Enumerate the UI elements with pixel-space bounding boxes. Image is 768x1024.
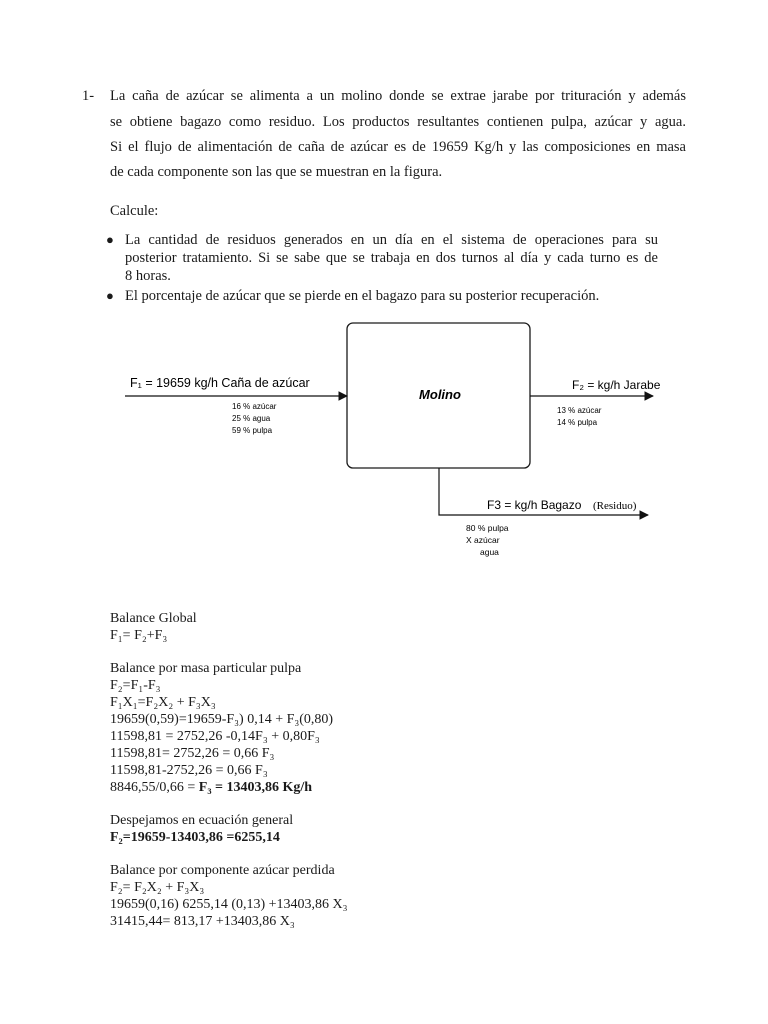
- problem-line-1: La caña de azúcar se alimenta a un molino donde se extrae jarabe por trituración y además: [110, 88, 686, 104]
- feed-composition-1: 16 % azúcar: [232, 402, 277, 411]
- syrup-composition-1: 13 % azúcar: [557, 406, 602, 415]
- pulp-balance-title: Balance por masa particular pulpa: [110, 661, 302, 676]
- bullet-1-line-1: La cantidad de residuos generados en un día en el sistema de operaciones para su: [125, 232, 658, 248]
- problem-line-2: se obtiene bagazo como residuo. Los productos resultantes contienen pulpa, azúcar y agua.: [110, 114, 686, 130]
- problem-number: 1-: [82, 88, 95, 104]
- general-equation-result: F₂=19659-13403,86 =6255,14: [110, 830, 280, 845]
- bagasse-composition-1: 80 % pulpa: [466, 523, 509, 533]
- sugar-line-3: 31415,44= 813,17 +13403,86 X₃: [110, 914, 295, 929]
- syrup-composition-2: 14 % pulpa: [557, 418, 598, 427]
- pulp-line-1: F₂=F₁-F₃: [110, 678, 161, 693]
- problem-line-4: de cada componente son las que se muestran en la figura.: [110, 164, 443, 180]
- pulp-line-5: 11598,81= 2752,26 = 0,66 F₃: [110, 746, 275, 761]
- bagasse-composition-2: X azúcar: [466, 535, 500, 545]
- bagasse-note: (Residuo): [593, 500, 637, 512]
- bullet-1-line-3: 8 horas.: [125, 268, 171, 284]
- calcule-heading: Calcule:: [110, 203, 159, 219]
- bullet-icon: ●: [106, 288, 114, 303]
- problem-line-3: Si el flujo de alimentación de caña de azúcar es de 19659 Kg/h y las composiciones en masa: [110, 139, 686, 155]
- feed-composition-3: 59 % pulpa: [232, 426, 273, 435]
- pulp-result-prefix: 8846,55/0,66 =: [110, 780, 199, 795]
- sugar-line-1: F₂= F₂X₂ + F₃X₃: [110, 880, 205, 895]
- pulp-result: F₃ = 13403,86 Kg/h: [198, 780, 313, 795]
- bagasse-composition-3: agua: [480, 547, 499, 557]
- feed-label: F₁ = 19659 kg/h Caña de azúcar: [130, 376, 310, 390]
- general-equation-title: Despejamos en ecuación general: [110, 813, 294, 828]
- global-balance-title: Balance Global: [110, 611, 197, 626]
- pulp-line-4: 11598,81 = 2752,26 -0,14F₃ + 0,80F₃: [110, 729, 320, 744]
- sugar-line-2: 19659(0,16) 6255,14 (0,13) +13403,86 X₃: [110, 897, 348, 912]
- global-balance-equation: F₁= F₂+F₃: [110, 628, 168, 643]
- pulp-result-line: [110, 780, 312, 797]
- syrup-label: F₂ = kg/h Jarabe: [572, 378, 661, 392]
- pulp-line-6: 11598,81-2752,26 = 0,66 F₃: [110, 763, 268, 778]
- pulp-line-2: F₁X₁=F₂X₂ + F₃X₃: [110, 695, 216, 710]
- bullet-icon: ●: [106, 232, 114, 247]
- sugar-balance-title: Balance por componente azúcar perdida: [110, 863, 335, 878]
- molino-label: Molino: [419, 387, 461, 402]
- bagasse-label: F3 = kg/h Bagazo: [487, 498, 582, 512]
- feed-composition-2: 25 % agua: [232, 414, 271, 423]
- bullet-1-line-2: posterior tratamiento. Si se sabe que se trabaja en dos turnos al día y cada turno es de: [125, 250, 658, 266]
- bullet-2-line-1: El porcentaje de azúcar que se pierde en el bagazo para su posterior recuperación.: [125, 288, 600, 304]
- pulp-line-3: 19659(0,59)=19659-F₃) 0,14 + F₃(0,80): [110, 712, 334, 727]
